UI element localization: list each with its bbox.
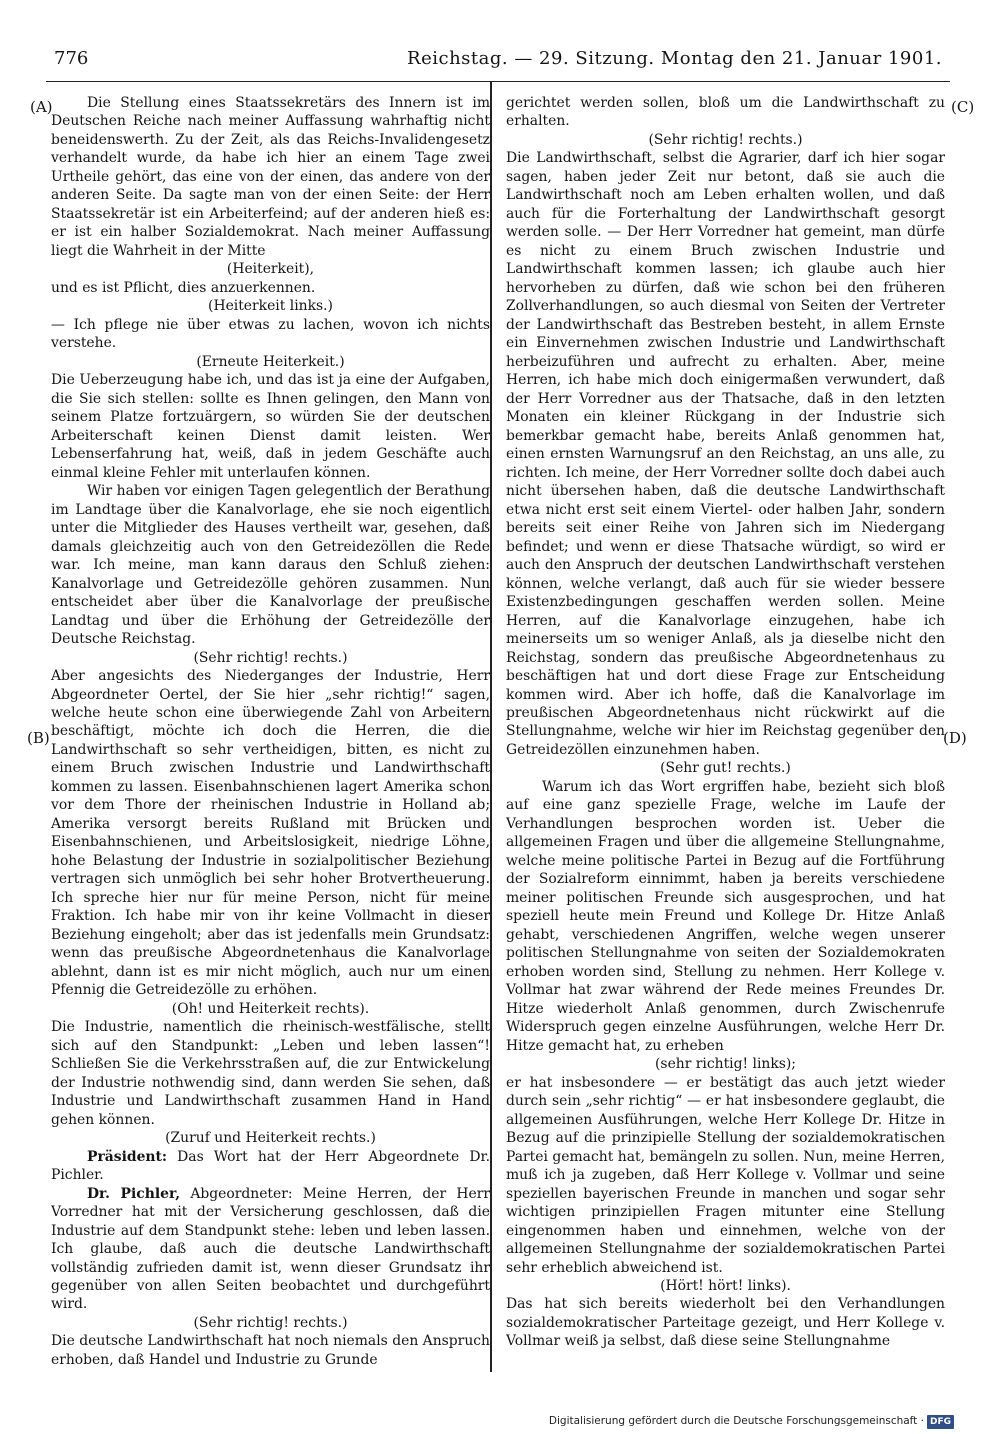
paragraph: er hat insbesondere — er bestätigt das auch jetzt wieder durch sein „sehr richtig“ — er hat insbesondere geglaubt, die allgemeinen Ausführungen, welche Herr Kollege Dr. Hitze in Bezug auf die prinzipielle Stellung der sozialdemokratischen Partei gemacht hat, bemängeln zu sollen. Nun, meine Herren, muß ich ja zugeben, daß Herr Kollege v. Vollmar und seine speziellen bayerischen Freunde in manchen und sogar sehr wichtigen prinzipiellen Fragen mitunter eine Stellung eingenommen haben und einnehmen, welche von der allgemeinen Stellungnahme der sozialdemokratischen Partei sehr erheblich abweichend ist. <box>506 1074 945 1276</box>
left-column <box>51 94 490 1369</box>
interjection: (Sehr richtig! rechts.) <box>648 131 803 148</box>
speaker-name: Präsident: <box>87 1148 168 1165</box>
paragraph: Warum ich das Wort ergriffen habe, bezieht sich bloß auf eine ganz spezielle Frage, welche im Laufe der Verhandlungen besprochen worden ist. Ueber die allgemeinen Fragen und über die allgemeine Stellungnahme, welche meine politische Partei in Bezug auf die Fortführung der Sozialreform einnimmt, haben ja bereits verschiedene meiner politischen Freunde sich ausgesprochen, und hat speziell heute mein Freund und Kollege Dr. Hitze Anlaß gehabt, verschiedenen Angriffen, welche wegen unserer politischen Stellungnahme von seiten der Sozialdemokraten erhoben worden sind, Stellung zu nehmen. Herr Kollege v. Vollmar hat zwar während der Rede meines Freundes Dr. Hitze wiederholt Anlaß genommen, durch Zwischenrufe Widerspruch gegen einzelne Ausführungen, welche Herr Dr. Hitze gemacht hat, zu erheben <box>506 778 945 1054</box>
interjection: (Oh! und Heiterkeit rechts). <box>171 1000 370 1017</box>
paragraph: gerichtet werden sollen, bloß um die Landwirthschaft zu erhalten. <box>506 95 945 130</box>
interjection: (Sehr richtig! rechts.) <box>193 649 348 666</box>
margin-mark-b: (B) <box>27 729 50 747</box>
dfg-logo: DFG <box>927 1415 954 1429</box>
paragraph: Das hat sich bereits wiederholt bei den Verhandlungen sozialdemokratischer Parteitage gezeigt, und Herr Kollege v. Vollmar weiß ja selbst, daß diese seine Stellungnahme <box>506 1296 945 1350</box>
paragraph: Die deutsche Landwirthschaft hat noch niemals den Anspruch erhoben, daß Handel und Industrie zu Grunde <box>51 1333 490 1368</box>
interjection: (Sehr richtig! rechts.) <box>193 1314 348 1331</box>
page-number: 776 <box>54 48 89 69</box>
paragraph: Aber angesichts des Niederganges der Industrie, Herr Abgeordneter Oertel, der Sie hier „sehr richtig!“ sagen, welche heute schon eine überwiegende Zahl von Arbeitern beschäftigt, möchte ich doch die Herren, die die Landwirthschaft so sehr vertheidigen, bitten, es nicht zu einem Bruch zwischen Industrie und Landwirthschaft kommen zu lassen. Eisenbahnschienen lagert Amerika schon vor dem Thore der rheinischen Industrie in Holland ab; Amerika versorgt bereits Rußland mit Brücken und Eisenbahnschienen, und Arbeitslosigkeit, niedrige Löhne, hohe Belastung der Industrie in sozialpolitischer Beziehung vertragen sich unmöglich bei sehr hoher Brotvertheuerung. Ich spreche hier nur für meine Person, nicht für meine Fraktion. Ich habe mir von ihr keine Vollmacht in dieser Beziehung eingeholt; aber das ist jedenfalls mein Grundsatz: wenn das preußische Abgeordnetenhaus die Kanalvorlage ablehnt, dann ist es mir nicht möglich, auch nur um einen Pfennig die Getreidezölle zu erhöhen. <box>51 668 490 999</box>
interjection: (Sehr gut! rechts.) <box>660 760 791 777</box>
paragraph: Wir haben vor einigen Tagen gelegentlich der Berathung im Landtage über die Kanalvorlage, ehe sie noch eigentlich unter die Mitglieder des Hauses vertheilt war, gesehen, daß damals gleichzeitig auch von den Getreidezöllen die Rede war. Ich meine, man kann daraus den Schluß ziehen: Kanalvorlage und Getreidezölle gehören zusammen. Nun entscheidet aber über die Kanalvorlage der preußische Landtag und über die Erhöhung der Getreidezölle der Deutsche Reichstag. <box>51 483 490 648</box>
speech-text: Das Wort hat der Herr Abgeordnete Dr. Pichler. <box>51 1148 490 1184</box>
header-rule <box>46 81 950 82</box>
margin-mark-a: (A) <box>30 98 53 116</box>
paragraph: Die Landwirthschaft, selbst die Agrarier, darf ich hier sogar sagen, haben jeder Zeit nur betont, daß sie auch die Landwirthschaft noch am Leben erhalten wollen, und daß auch für die Forterhaltung der Landwirthschaft gesorgt werden solle. — Der Herr Vorredner hat gemeint, man dürfe es nicht zu einem Bruch zwischen Industrie und Landwirthschaft kommen lassen; ich glaube auch hier hervorheben zu dürfen, daß wie schon bei den früheren Zollverhandlungen, so auch diesmal von Seiten der Vertreter der Landwirthschaft das Bestreben besteht, in allem Ernste ein Einvernehmen zwischen Industrie und Landwirthschaft herbeizuführen und aufrecht zu erhalten. Aber, meine Herren, ich habe mich doch einigermaßen verwundert, daß der Herr Vorredner aus der Thatsache, daß in den letzten Monaten ein kleiner Rückgang in der Industrie sich bemerkbar gemacht habe, bereits Anlaß genommen hat, einen ernsten Warnungsruf an den Reichstag, an uns alle, zu richten. Ich meine, der Herr Vorredner sollte doch dabei auch nicht übersehen haben, daß die deutsche Landwirthschaft etwa nicht erst seit einem Viertel- oder halben Jahr, sondern bereits seit einer Reihe von Jahren sich im Niedergang befindet; und wenn er diese Thatsache würdigt, so wird er auch den Anspruch der deutschen Landwirthschaft verstehen können, welche verlangt, daß auch für sie wieder bessere Existenzbedingungen geschaffen werden sollen. Meine Herren, auf die Kanalvorlage einzugehen, habe ich meinerseits um so weniger Anlaß, als ja dieselbe nicht den Reichstag, sondern das preußische Abgeordnetenhaus zu beschäftigen hat und dort diese Frage zur Entscheidung kommen wird. Aber ich hoffe, daß die Kanalvorlage im preußischen Abgeordnetenhaus nicht rückwirkt auf die Stellungnahme, welche wir hier im Reichstag gegenüber den Getreidezöllen einzunehmen haben. <box>506 150 945 758</box>
paragraph: Die Stellung eines Staatssekretärs des Innern ist im Deutschen Reiche nach meiner Auffassung wahrhaftig nicht beneidenswerth. Zu der Zeit, als das Reichs-Invalidengesetz verhandelt wurde, da habe ich hier an einem Tage zwei Urtheile gehört, das eine von der einen, das andere von der anderen Seite. Da sagte man von der einen Seite: der Herr Staatssekretär ist ein Arbeiterfeind; auf der anderen hieß es: er ist ein halber Sozialdemokrat. Nach meiner Auffassung liegt die Wahrheit in der Mitte <box>51 95 490 259</box>
footer-text: Digitalisierung gefördert durch die Deutsche Forschungsgemeinschaft · <box>548 1415 924 1427</box>
interjection: (sehr richtig! links); <box>655 1056 796 1073</box>
interjection: (Zuruf und Heiterkeit rechts.) <box>165 1130 376 1147</box>
margin-mark-d: (D) <box>943 729 967 747</box>
speaker-name: Dr. Pichler, <box>87 1185 181 1202</box>
paragraph: und es ist Pflicht, dies anzuerkennen. <box>51 279 316 296</box>
paragraph: Die Ueberzeugung habe ich, und das ist ja eine der Aufgaben, die Sie sich stellen: sollte es Ihnen gelingen, den Mann von seinem Platze fortzuärgern, so würden Sie der deutschen Arbeiterschaft keinen Dienst damit leisten. Wer Lebenserfahrung hat, weiß, daß in jedem Geschäfte auch einmal kleine Fehler mit unterlaufen können. <box>51 372 490 481</box>
interjection: (Erneute Heiterkeit.) <box>196 353 345 370</box>
column-divider <box>490 82 492 1372</box>
interjection: (Hört! hört! links). <box>660 1278 791 1294</box>
page-header <box>54 46 950 72</box>
speech-text: Abgeordneter: Meine Herren, der Herr Vorredner hat mit der Versicherung geschlossen, daß die Industrie auf dem Standpunkt stehe: leben und leben lassen. Ich glaube, daß auch die deutsche Landwirthschaft vollständig zufrieden damit ist, wenn dieser Grundsatz ihr gegenüber von allen Seiten beobachtet und durchgeführt wird. <box>51 1185 490 1313</box>
speaker-paragraph <box>51 1185 490 1314</box>
paragraph: Die Industrie, namentlich die rheinisch-westfälische, stellt sich auf den Standpunkt: „Leben und leben lassen“! Schließen Sie die Verkehrsstraßen auf, die zur Entwickelung der Industrie nothwendig sind, dann werden Sie sehen, daß Industrie und Landwirthschaft zusammen Hand in Hand gehen können. <box>51 1019 490 1128</box>
margin-mark-c: (C) <box>951 98 975 116</box>
interjection: (Heiterkeit), <box>226 261 315 278</box>
running-title: Reichstag. — 29. Sitzung. Montag den 21. Januar 1901. <box>407 48 942 69</box>
footer-credit <box>549 1414 954 1429</box>
speaker-paragraph <box>51 1148 490 1185</box>
interjection: (Heiterkeit links.) <box>208 298 333 315</box>
right-column <box>506 94 945 1351</box>
paragraph: — Ich pflege nie über etwas zu lachen, wovon ich nichts verstehe. <box>51 316 490 352</box>
